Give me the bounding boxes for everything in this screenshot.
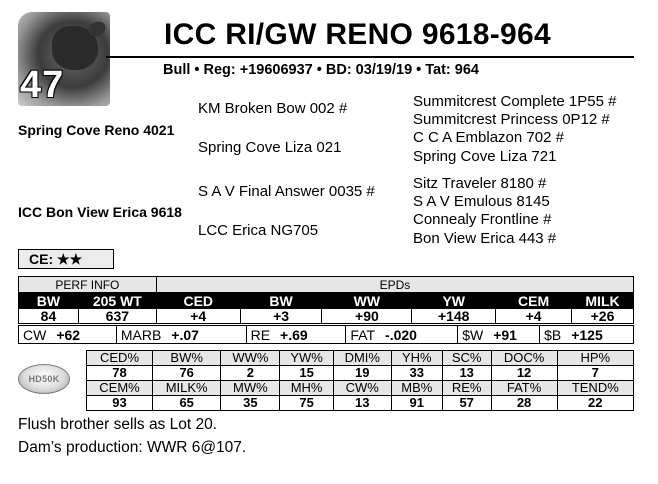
- col-header: WW: [322, 293, 412, 309]
- pedigree-dds: Connealy Frontline #: [413, 211, 552, 228]
- epd-value: +4: [496, 309, 572, 324]
- gen-value: 7: [557, 366, 633, 381]
- index-marb: MARB +.07: [116, 326, 246, 344]
- col-header: MILK: [572, 293, 634, 309]
- calving-ease-stars: ★★: [57, 251, 83, 267]
- epd-value: +148: [412, 309, 496, 324]
- pedigree-ddd: Bon View Erica 443 #: [413, 230, 557, 247]
- gen-value: 15: [280, 366, 333, 381]
- gen-label: WW%: [221, 351, 280, 366]
- epd-value: +90: [322, 309, 412, 324]
- gen-label: MH%: [280, 381, 333, 396]
- index-w: $W +91: [458, 326, 540, 344]
- pedigree-dsd: S A V Emulous 8145: [413, 193, 550, 210]
- gen-value: 93: [87, 396, 153, 411]
- gen-value: 19: [333, 366, 391, 381]
- gen-label: DOC%: [491, 351, 557, 366]
- epd-value: 637: [78, 309, 156, 324]
- gen-label: SC%: [442, 351, 491, 366]
- pedigree-dss: Sitz Traveler 8180 #: [413, 175, 547, 192]
- gen-label: BW%: [153, 351, 221, 366]
- gen-value: 78: [87, 366, 153, 381]
- gen-label: CED%: [87, 351, 153, 366]
- gen-value: 12: [491, 366, 557, 381]
- index-b: $B +125: [540, 326, 634, 344]
- index-cw: CW +62: [19, 326, 117, 344]
- gen-value: 76: [153, 366, 221, 381]
- gen-label: FAT%: [491, 381, 557, 396]
- gen-value: 91: [391, 396, 442, 411]
- pedigree-dam: ICC Bon View Erica 9618: [18, 204, 182, 220]
- pedigree-sdd: Spring Cove Liza 721: [413, 148, 557, 165]
- pedigree-dam-dam: LCC Erica NG705: [198, 222, 319, 239]
- epd-value: +26: [572, 309, 634, 324]
- gen-label: DMI%: [333, 351, 391, 366]
- calving-ease-label: CE:: [29, 251, 54, 267]
- gen-value: 35: [221, 396, 280, 411]
- pedigree-sire: Spring Cove Reno 4021: [18, 122, 175, 138]
- gen-value: 65: [153, 396, 221, 411]
- note-flush-brother: Flush brother sells as Lot 20.: [18, 416, 218, 433]
- title-divider: [106, 56, 634, 58]
- gen-value: 57: [442, 396, 491, 411]
- col-header: YW: [412, 293, 496, 309]
- epd-value: +3: [240, 309, 322, 324]
- pedigree-sire-dam: Spring Cove Liza 021: [198, 139, 342, 156]
- gen-value: 33: [391, 366, 442, 381]
- pedigree-ssd: Summitcrest Princess 0P12 #: [413, 111, 610, 128]
- col-header: CEM: [496, 293, 572, 309]
- gen-label: YW%: [280, 351, 333, 366]
- gen-label: YH%: [391, 351, 442, 366]
- gen-label: MILK%: [153, 381, 221, 396]
- epd-value: 84: [19, 309, 79, 324]
- calving-ease-box: [18, 249, 114, 269]
- lot-number: 47: [20, 64, 65, 106]
- gen-value: 28: [491, 396, 557, 411]
- index-table: [18, 325, 634, 344]
- gen-label: CEM%: [87, 381, 153, 396]
- pedigree-sire-sire: KM Broken Bow 002 #: [198, 100, 348, 117]
- gen-value: 22: [557, 396, 633, 411]
- gen-label: TEND%: [557, 381, 633, 396]
- col-header: CED: [156, 293, 240, 309]
- gen-value: 13: [442, 366, 491, 381]
- gen-label: HP%: [557, 351, 633, 366]
- gen-value: 13: [333, 396, 391, 411]
- note-dam-production: Dam’s production: WWR 6@107.: [18, 439, 247, 456]
- col-header: 205 WT: [78, 293, 156, 309]
- gen-value: 75: [280, 396, 333, 411]
- index-fat: FAT -.020: [346, 326, 458, 344]
- col-header: BW: [240, 293, 322, 309]
- hd50k-logo: HD50K: [18, 364, 70, 394]
- gen-label: CW%: [333, 381, 391, 396]
- epd-table: [18, 276, 634, 324]
- gen-label: RE%: [442, 381, 491, 396]
- epds-header: EPDs: [156, 277, 633, 293]
- pedigree-sss: Summitcrest Complete 1P55 #: [413, 93, 617, 110]
- index-re: RE +.69: [246, 326, 346, 344]
- registration-line: Bull • Reg: +19606937 • BD: 03/19/19 • Tat: 964: [163, 62, 479, 78]
- gen-value: 2: [221, 366, 280, 381]
- gen-label: MW%: [221, 381, 280, 396]
- col-header: BW: [19, 293, 79, 309]
- epd-value: +4: [156, 309, 240, 324]
- pedigree-sds: C C A Emblazon 702 #: [413, 129, 564, 146]
- pedigree-dam-sire: S A V Final Answer 0035 #: [198, 183, 375, 200]
- animal-title: ICC RI/GW RENO 9618-964: [164, 18, 552, 51]
- perf-info-header: PERF INFO: [19, 277, 157, 293]
- gen-label: MB%: [391, 381, 442, 396]
- genomics-table: [86, 350, 634, 411]
